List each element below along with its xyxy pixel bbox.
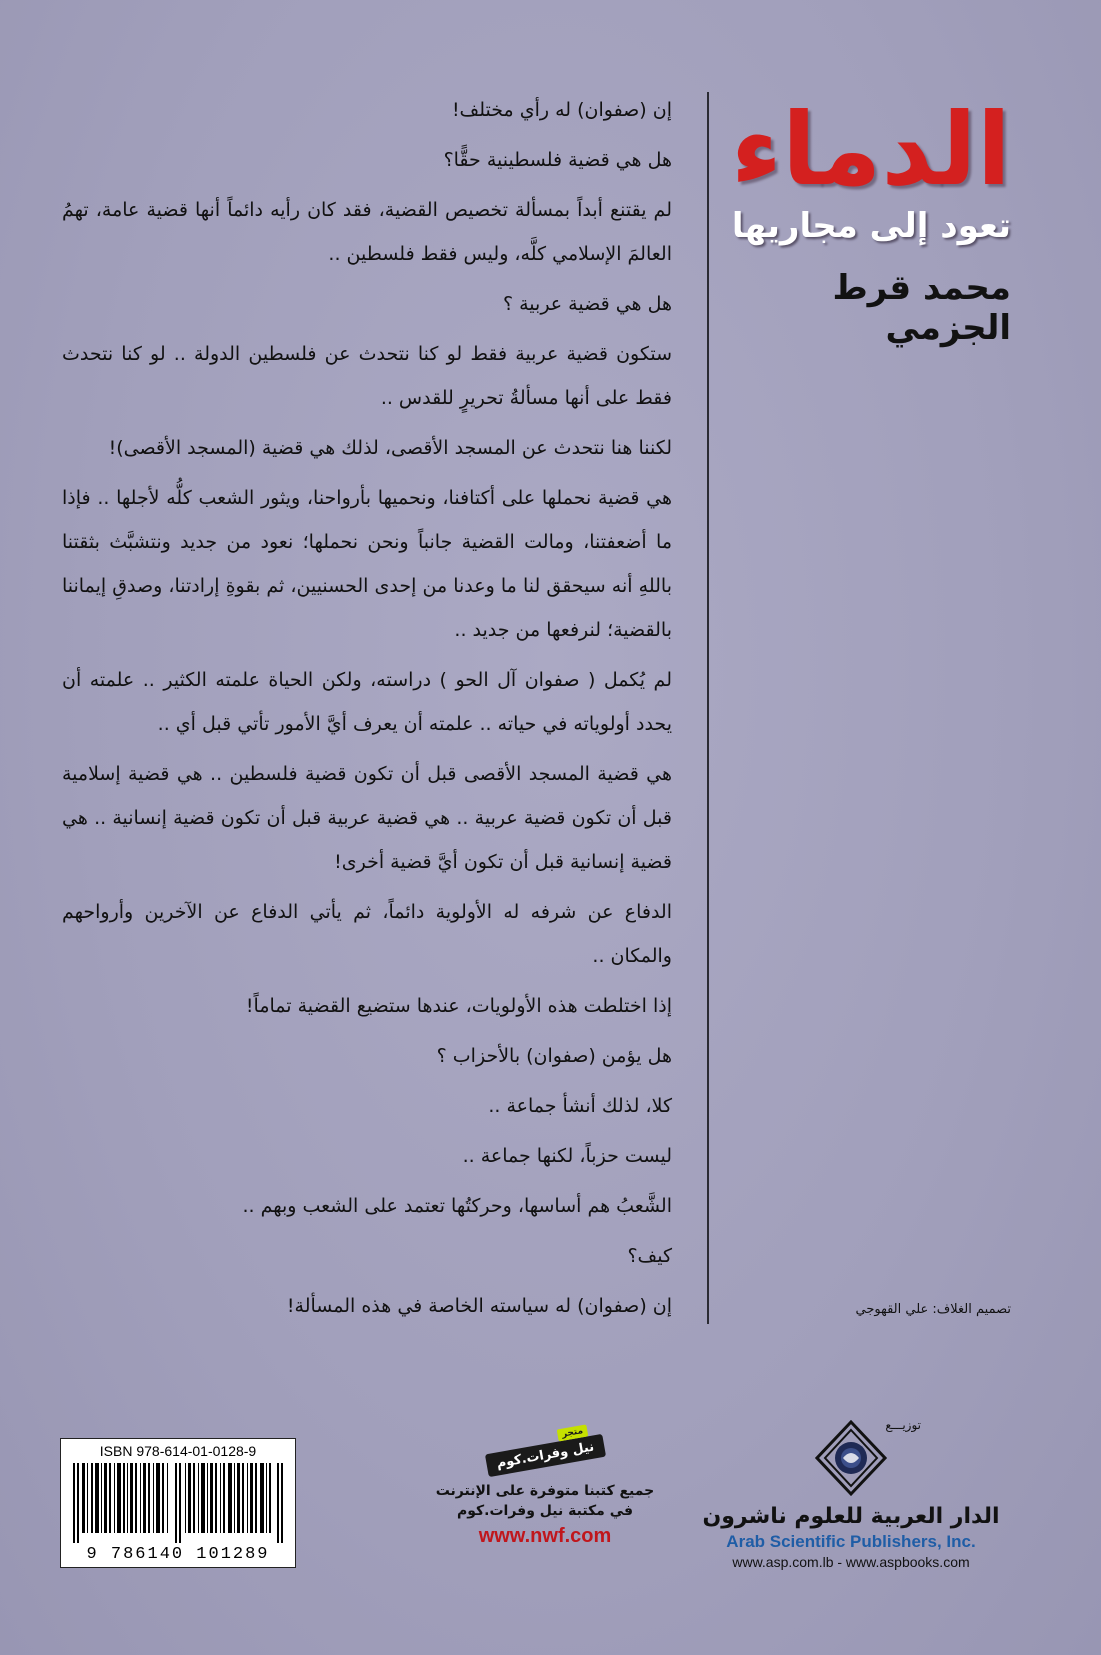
synopsis-paragraph: هل هي قضية فلسطينية حقًّا؟ [443, 149, 672, 171]
synopsis-paragraph: هل هي قضية عربية ؟ [502, 293, 672, 315]
publisher-logo-icon [815, 1420, 887, 1498]
synopsis-paragraph: الشَّعبُ هم أساسها، وحركتُها تعتمد على الشعب وبهم .. [242, 1195, 672, 1217]
synopsis-paragraph: كيف؟ [627, 1245, 672, 1267]
store-url-link[interactable]: www.nwf.com [478, 1525, 612, 1547]
synopsis-paragraph: هي قضية نحملها على أكتافنا، ونحميها بأرواحنا، ويثور الشعب كلُّه لأجلها .. فإذا ما أضعفتنا، ومالت القضية جانباً ونحن نحملها؛ نعود من جديد ونتشبَّث بثقتنا باللهِ أنه سيحقق لنا ما وعدنا من إحدى الحسنيين، ثم بقوةِ إرادتنا، وصدقِ إيماننا بالقضية؛ لنرفعها من جديد .. [62, 487, 672, 641]
book-title: الدماء [730, 91, 1011, 208]
publisher-name-english: Arab Scientific Publishers, Inc. [726, 1532, 976, 1551]
publisher-websites[interactable]: www.asp.com.lb - www.aspbooks.com [732, 1554, 970, 1570]
column-divider [707, 92, 709, 1324]
store-tag-label: نيل وفرات.كوم [495, 1439, 595, 1472]
store-tag [485, 1426, 606, 1477]
synopsis-paragraph: هل يؤمن (صفوان) بالأحزاب ؟ [436, 1045, 672, 1067]
cover-design-credit: تصميم الغلاف: علي القهوجي [855, 1302, 1011, 1317]
title-block [711, 91, 1011, 348]
synopsis-paragraph: إن (صفوان) له رأي مختلف! [451, 99, 672, 121]
synopsis-paragraph: الدفاع عن شرفه له الأولوية دائماً، ثم يأتي الدفاع عن الآخرين وأرواحهم والمكان .. [62, 901, 672, 967]
isbn-number: ISBN 978-614-01-0128-9 [99, 1443, 257, 1459]
synopsis-paragraph: إن (صفوان) له سياسته الخاصة في هذه المسألة! [286, 1295, 672, 1317]
synopsis-paragraph: هي قضية المسجد الأقصى قبل أن تكون قضية فلسطين .. هي قضية إسلامية قبل أن تكون قضية عربية .. هي قضية عربية قبل أن تكون قضية إنسانية .. هي قضية إنسانية قبل أن تكون أيَّ قضية أخرى! [62, 763, 672, 873]
isbn-barcode [60, 1438, 296, 1568]
book-subtitle: تعود إلى مجاريها [731, 206, 1011, 246]
store-availability-line: جميع كتبنا متوفرة على الإنترنت [435, 1483, 655, 1499]
synopsis-paragraph: لم يقتنع أبداً بمسألة تخصيص القضية، فقد كان رأيه دائماً أنها قضية عامة، تهمُ العالمَ الإسلامي كلَّه، وليس فقط فلسطين .. [62, 199, 672, 265]
synopsis-text [62, 88, 672, 1334]
store-library-line: في مكتبة نيل وفرات.كوم [456, 1503, 634, 1519]
synopsis-paragraph: إذا اختلطت هذه الأولويات، عندها ستضيع القضية تماماً! [245, 995, 672, 1017]
author-name: محمد قرط الجزمي [832, 268, 1011, 348]
barcode-icon [73, 1463, 285, 1543]
online-store-block [435, 1426, 655, 1548]
publisher-name-arabic: الدار العربية للعلوم ناشرون [702, 1504, 1000, 1529]
distribution-label: توزيـــع [885, 1418, 921, 1432]
store-tag-small: متجر [557, 1424, 588, 1441]
publisher-block [691, 1420, 1011, 1572]
synopsis-paragraph: لكننا هنا نتحدث عن المسجد الأقصى، لذلك هي قضية (المسجد الأقصى)! [108, 437, 672, 459]
synopsis-paragraph: ليست حزباً، لكنها جماعة .. [462, 1145, 672, 1167]
synopsis-paragraph: ستكون قضية عربية فقط لو كنا نتحدث عن فلسطين الدولة .. لو كنا نتحدث فقط على أنها مسألةُ تحريرٍ للقدس .. [62, 343, 672, 409]
barcode-digits: 9 786140 101289 [69, 1545, 287, 1564]
synopsis-paragraph: كلا، لذلك أنشأ جماعة .. [488, 1095, 672, 1117]
synopsis-paragraph: لم يُكمل ( صفوان آل الحو ) دراسته، ولكن الحياة علمته الكثير .. علمته أن يحدد أولوياته في حياته .. علمته أن يعرف أيَّ الأمور تأتي قبل أي .. [62, 669, 672, 735]
